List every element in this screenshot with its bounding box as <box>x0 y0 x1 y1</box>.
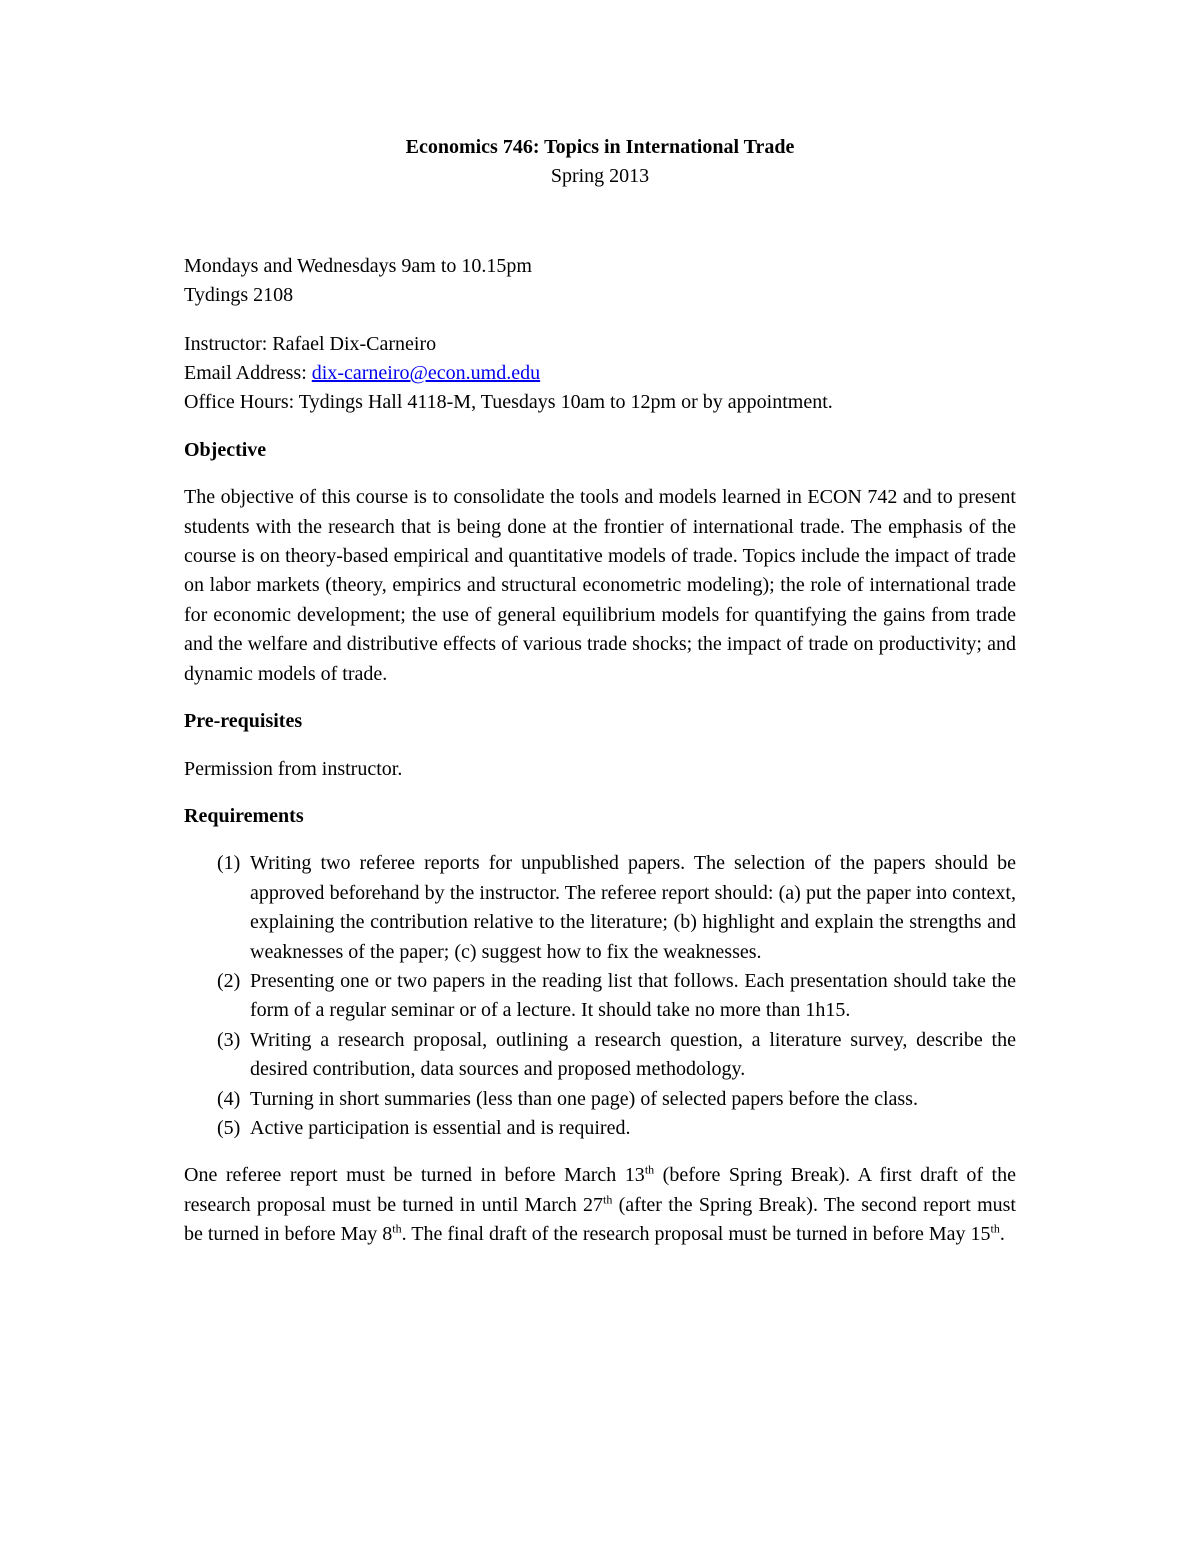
list-item-number: (2) <box>217 969 241 992</box>
deadline-text: One referee report must be turned in before March 13 <box>184 1164 645 1187</box>
document-title: Economics 746: Topics in International Trade <box>405 136 795 158</box>
list-item-number: (4) <box>217 1087 241 1110</box>
list-item-text: Writing two referee reports for unpublished papers. The selection of the papers should be approved beforehand by the instructor. The referee report should: (a) put the paper into context, explaining the contribution relative to the literature; (b) highlight and explain the strengths and weaknesses of the paper; (c) suggest how to fix the weaknesses. <box>250 852 1016 963</box>
list-item-number: (3) <box>217 1028 241 1051</box>
email-link[interactable]: dix-carneiro@econ.umd.edu <box>311 362 541 385</box>
list-item-text: Writing a research proposal, outlining a research question, a literature survey, describe the desired contribution, data sources and proposed methodology. <box>250 1028 1016 1081</box>
list-item <box>184 1026 1016 1085</box>
prerequisites-heading: Pre-requisites <box>184 710 303 733</box>
email-label: Email Address: <box>184 362 312 385</box>
list-item <box>184 1085 1016 1114</box>
page-content <box>184 133 1016 1250</box>
requirements-list <box>184 849 1016 1143</box>
list-item <box>184 849 1016 967</box>
list-item-number: (5) <box>217 1116 241 1139</box>
ordinal-suffix: th <box>392 1221 402 1236</box>
objective-text: The objective of this course is to consolidate the tools and models learned in ECON 742 and to present students with the research that is being done at the frontier of international trade. The emphasis of the course is on theory-based empirical and quantitative models of trade. Topics include the impact of trade on labor markets (theory, empirics and structural econometric modeling); the role of international trade for economic development; the use of general equilibrium models for quantifying the gains from trade and the welfare and distributive effects of various trade shocks; the impact of trade on productivity; and dynamic models of trade. <box>184 486 1016 685</box>
deadline-text: . <box>999 1223 1005 1246</box>
instructor-name: Instructor: Rafael Dix-Carneiro <box>184 332 437 355</box>
list-item-text: Active participation is essential and is required. <box>250 1116 631 1139</box>
deadlines-paragraph <box>184 1161 1016 1249</box>
list-item-text: Turning in short summaries (less than one page) of selected papers before the class. <box>250 1087 918 1110</box>
class-schedule: Mondays and Wednesdays 9am to 10.15pm <box>184 254 532 277</box>
list-item <box>184 967 1016 1026</box>
deadline-text: (before Spring Break). A first draft of the research proposal must be turned in until March 27 <box>184 1164 1016 1216</box>
list-item <box>184 1114 1016 1143</box>
deadline-text: (after the Spring Break). The second report must be turned in before May 8 <box>184 1193 1016 1246</box>
objective-heading: Objective <box>184 438 267 461</box>
email-line <box>184 359 1016 388</box>
ordinal-suffix: th <box>603 1192 613 1207</box>
requirements-heading: Requirements <box>184 804 304 827</box>
deadline-text: . The final draft of the research proposal must be turned in before May 15 <box>401 1223 991 1246</box>
document-subtitle: Spring 2013 <box>550 165 650 188</box>
office-hours: Office Hours: Tydings Hall 4118-M, Tuesdays 10am to 12pm or by appointment. <box>184 391 833 414</box>
ordinal-suffix: th <box>990 1221 1000 1236</box>
ordinal-suffix: th <box>644 1162 655 1177</box>
list-item-text: Presenting one or two papers in the reading list that follows. Each presentation should take the form of a regular seminar or of a lecture. It should take no more than 1h15. <box>250 969 1016 1022</box>
prerequisites-text: Permission from instructor. <box>184 757 403 780</box>
list-item-number: (1) <box>217 852 241 875</box>
class-room: Tydings 2108 <box>184 284 294 307</box>
